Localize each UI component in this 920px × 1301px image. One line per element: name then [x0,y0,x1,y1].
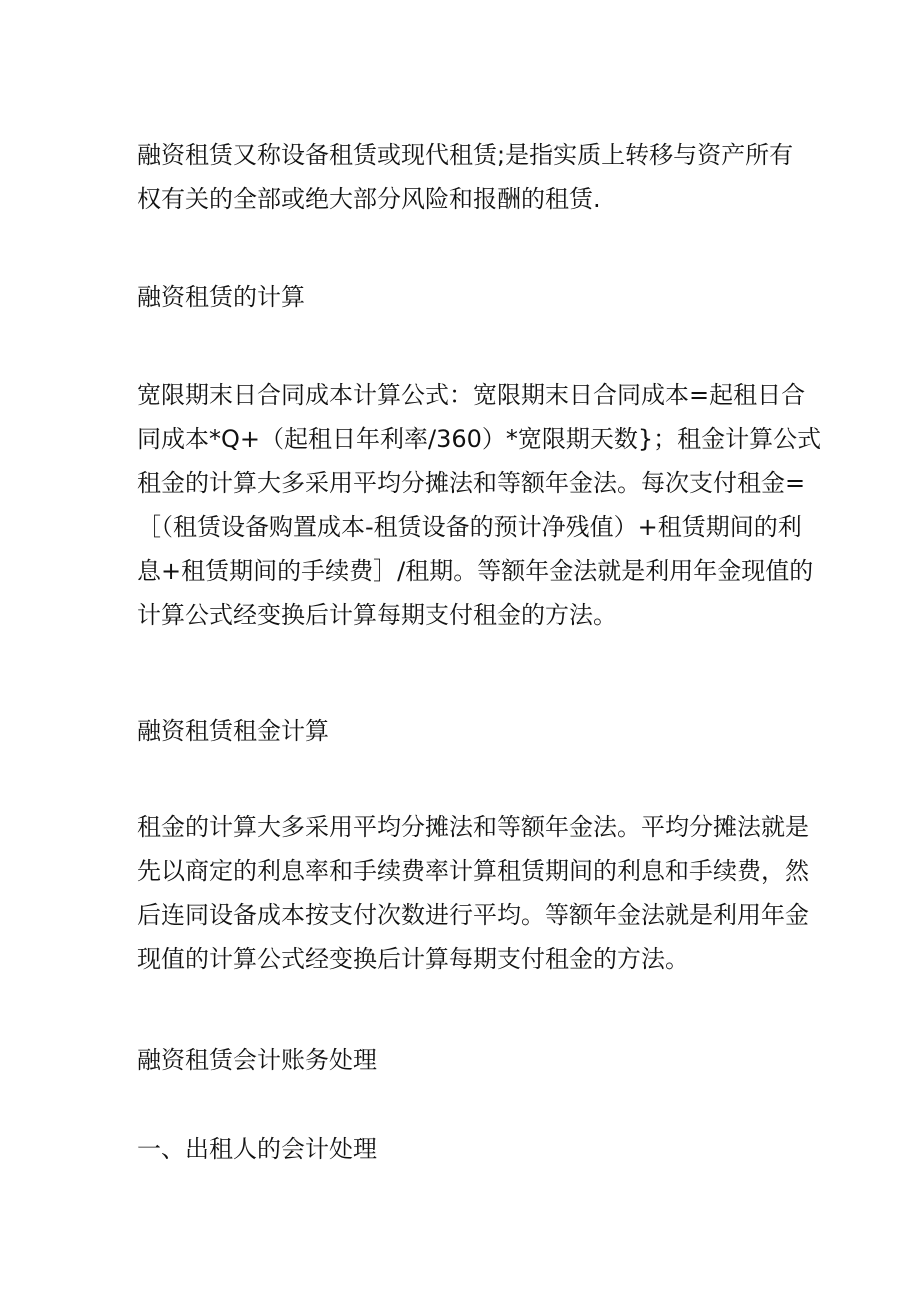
text-line: 先以商定的利息率和手续费率计算租赁期间的利息和手续费，然 [137,857,809,885]
text-line: 后连同设备成本按支付次数进行平均。等额年金法就是利用年金 [137,901,809,929]
text-line: 融资租赁又称设备租赁或现代租赁;是指实质上转移与资产所有 [137,141,794,169]
heading-calculation: 融资租赁的计算 [137,283,305,311]
paragraph-methods [137,805,809,981]
text-line: 宽限期末日合同成本计算公式：宽限期末日合同成本=起租日合 [137,381,806,409]
text-line: 租金的计算大多采用平均分摊法和等额年金法。每次支付租金= [137,469,806,497]
heading-lessor-accounting: 一、出租人的会计处理 [137,1135,377,1163]
paragraph-definition [137,133,794,221]
text-line: 现值的计算公式经变换后计算每期支付租金的方法。 [137,945,689,973]
text-line: 息+租赁期间的手续费］/租期。等额年金法就是利用年金现值的 [137,557,814,585]
heading-rent-calculation: 融资租赁租金计算 [137,717,329,745]
text-line: 租金的计算大多采用平均分摊法和等额年金法。平均分摊法就是 [137,813,809,841]
text-line: 计算公式经变换后计算每期支付租金的方法。 [137,601,617,629]
text-line: ［（租赁设备购置成本-租赁设备的预计净残值）+租赁期间的利 [137,513,802,541]
text-line: 同成本*Q+（起租日年利率/360）*宽限期天数}；租金计算公式 [137,425,822,453]
heading-accounting: 融资租赁会计账务处理 [137,1046,377,1074]
text-line: 权有关的全部或绝大部分风险和报酬的租赁. [137,185,601,213]
paragraph-formula [137,373,822,637]
